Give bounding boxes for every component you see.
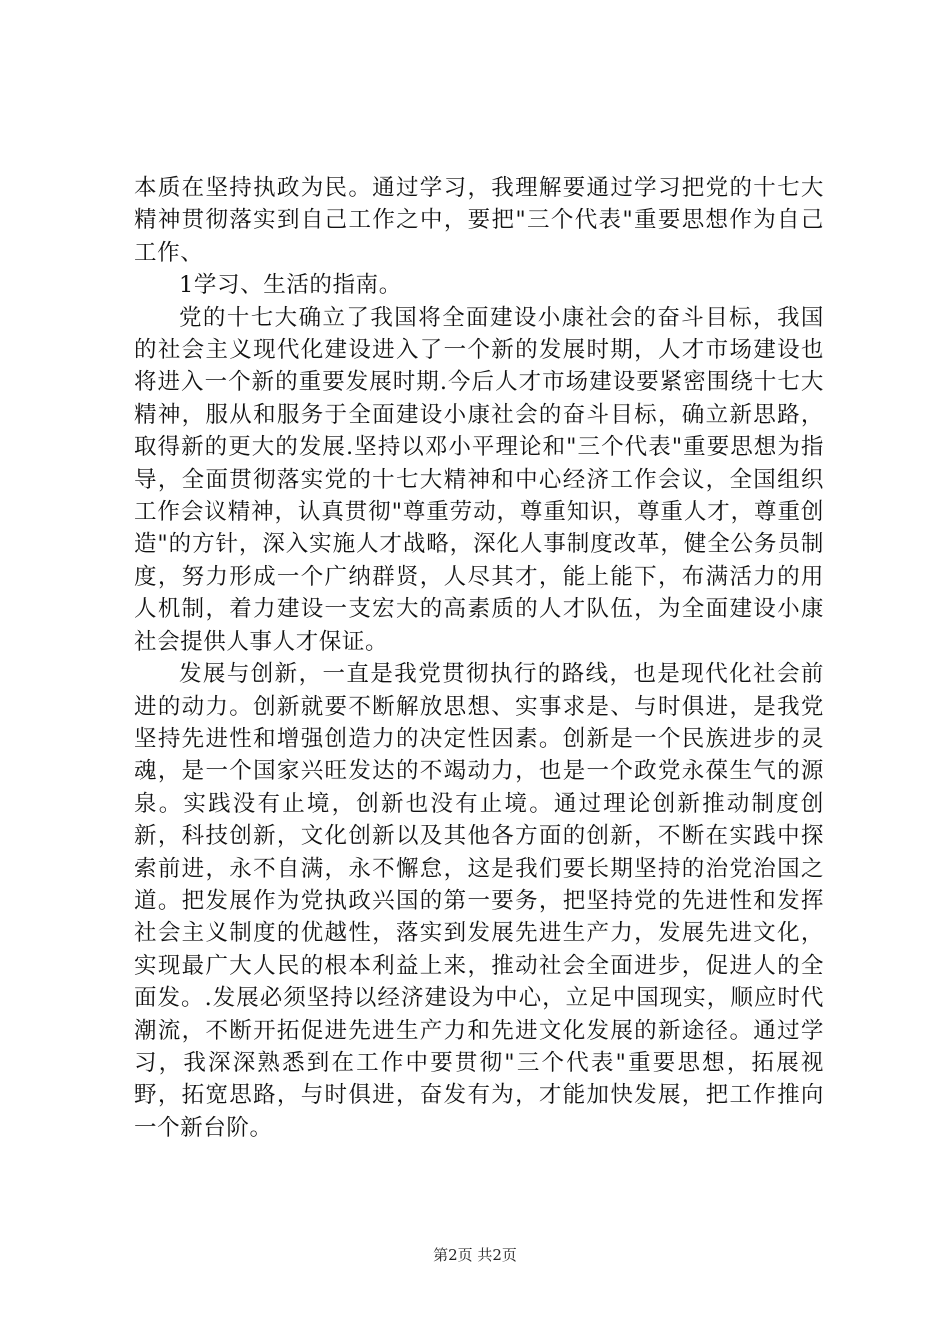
paragraph-4: 发展与创新，一直是我党贯彻执行的路线，也是现代化社会前进的动力。创新就要不断解放思想、实事求是、与时俱进，是我党坚持先进性和增强创造力的决定性因素。创新是一个民族进步的灵魂，是一个国家兴旺发达的不竭动力，也是一个政党永葆生气的源泉。实践没有止境，创新也没有止境。通过理论创新推动制度创新，科技创新，文化创新以及其他各方面的创新，不断在实践中探索前进，永不自满，永不懈怠，这是我们要长期坚持的治党治国之道。把发展作为党执政兴国的第一要务，把坚持党的先进性和发挥社会主义制度的优越性，落实到发展先进生产力，发展先进文化，实现最广大人民的根本利益上来，推动社会全面进步，促进人的全面发。.发展必须坚持以经济建设为中心，立足中国现实，顺应时代潮流，不断开拓促进先进生产力和先进文化发展的新途径。通过学习，我深深熟悉到在工作中要贯彻"三个代表"重要思想，拓展视野，拓宽思路，与时俱进，奋发有为，才能加快发展，把工作推向一个新台阶。 — [134, 661, 824, 1141]
paragraph-3: 党的十七大确立了我国将全面建设小康社会的奋斗目标，我国的社会主义现代化建设进入了一个新的发展时期，人才市场建设也将进入一个新的重要发展时期.今后人才市场建设要紧密围绕十七大精神，服从和服务于全面建设小康社会的奋斗目标，确立新思路，取得新的更大的发展.坚持以邓小平理论和"三个代表"重要思想为指导，全面贯彻落实党的十七大精神和中心经济工作会议，全国组织工作会议精神，认真贯彻"尊重劳动，尊重知识，尊重人才，尊重创造"的方针，深入实施人才战略，深化人事制度改革，健全公务员制度，努力形成一个广纳群贤，人尽其才，能上能下，布满活力的用人机制，着力建设一支宏大的高素质的人才队伍，为全面建设小康社会提供人事人才保证。 — [134, 304, 824, 655]
paragraph-2: 1学习、生活的指南。 — [179, 272, 402, 299]
document-body — [134, 172, 824, 1144]
paragraph-1: 本质在坚持执政为民。通过学习，我理解要通过学习把党的十七大精神贯彻落实到自己工作之中，要把"三个代表"重要思想作为自己工作、 — [134, 175, 824, 266]
page-number-footer: 第2页 共2页 — [433, 1246, 517, 1264]
